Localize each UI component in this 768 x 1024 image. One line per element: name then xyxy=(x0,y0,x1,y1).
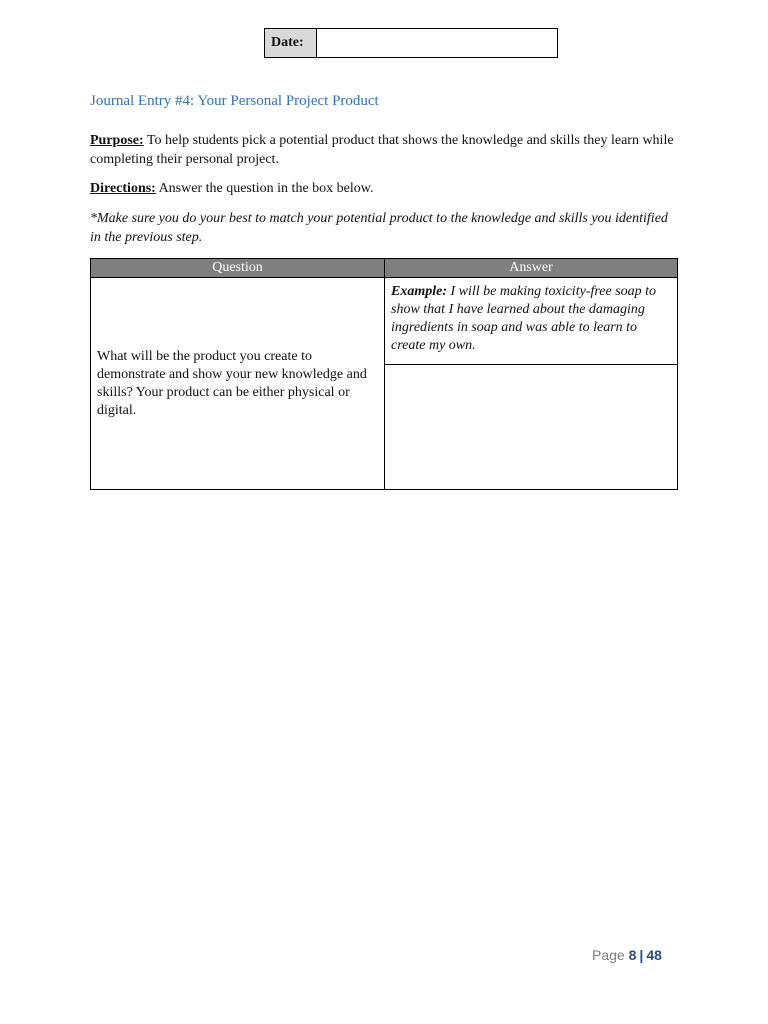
page-total: 48 xyxy=(646,947,662,963)
page-footer xyxy=(592,947,662,963)
note-paragraph: *Make sure you do your best to match your potential product to the knowledge and skills you identified in the previous step. xyxy=(90,211,668,245)
date-box xyxy=(264,28,558,58)
page-number: 8 xyxy=(628,947,637,963)
example-text: I will be making toxicity-free soap to show that I have learned about the damaging ingredients in soap and was able to learn to create my own. xyxy=(391,284,657,353)
page-title: Journal Entry #4: Your Personal Project Product xyxy=(90,93,379,109)
date-label: Date: xyxy=(265,29,317,57)
purpose-text: To help students pick a potential product that shows the knowledge and skills they learn while completing their personal project. xyxy=(90,133,674,167)
question-answer-table xyxy=(90,258,678,490)
page-separator: | xyxy=(639,947,644,963)
header-answer: Answer xyxy=(385,259,678,278)
question-cell: What will be the product you create to demonstrate and show your new knowledge and skills? Your product can be either physical or digital. xyxy=(91,278,385,490)
date-field[interactable] xyxy=(317,29,557,57)
directions-paragraph xyxy=(90,179,682,198)
directions-label: Directions: xyxy=(90,181,156,196)
page-word: Page xyxy=(592,947,625,963)
header-question: Question xyxy=(91,259,385,278)
directions-text: Answer the question in the box below. xyxy=(155,181,374,196)
example-label: Example: xyxy=(391,284,447,299)
answer-cell[interactable] xyxy=(385,365,678,490)
purpose-label: Purpose: xyxy=(90,133,144,148)
table-row xyxy=(91,278,678,365)
purpose-paragraph xyxy=(90,131,682,169)
table-header-row xyxy=(91,259,678,278)
example-cell xyxy=(385,278,678,365)
